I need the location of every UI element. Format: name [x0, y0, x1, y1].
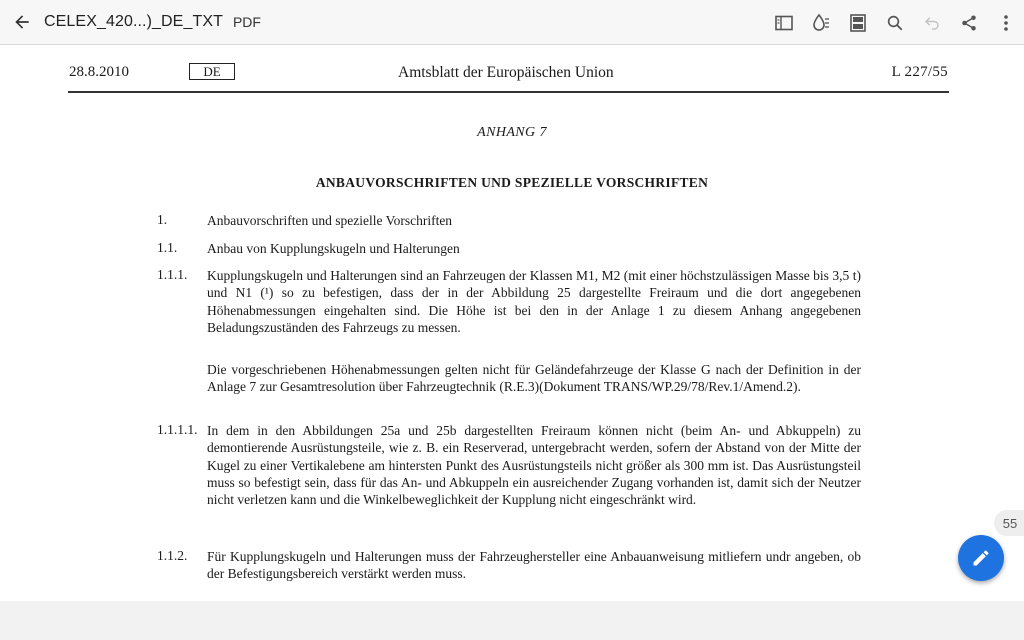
- header-journal-title: Amtsblatt der Europäischen Union: [398, 64, 614, 81]
- section-text: Anbau von Kupplungskugeln und Halterungen: [207, 241, 460, 256]
- page-layout-button[interactable]: [839, 0, 876, 45]
- share-button[interactable]: [950, 0, 987, 45]
- reading-mode-button[interactable]: [765, 0, 802, 45]
- share-icon: [960, 14, 978, 32]
- document-title: CELEX_420...)_DE_TXT: [44, 13, 223, 30]
- toolbar-actions: [765, 0, 1024, 45]
- header-reference: L 227/55: [891, 64, 948, 80]
- section-text: In dem in den Abbildungen 25a und 25b dargestellten Freiraum können nicht (beim An- und Abkuppeln) zu demontierende Ausrüstungsteile, wie z. B. ein Reserverad, untergebracht werden, sofern der Abstand von der Mitte der Kugel zu einer Vertikalebene am hintersten Punkt des Ausrüstungsteils nicht größer als 300 mm ist. Das Ausrüstungsteil muss so befestigt sein, dass für das An- und Abkuppeln ein ausreichender Zugang vorhanden ist, damit sich der Neutzer nicht verletzen kann und die Winkelbeweglichkeit der Kupplung nicht eingeschränkt wird.: [207, 423, 861, 508]
- section-number: 1.1.1.1.: [157, 422, 198, 437]
- section-number: 1.1.2.: [157, 548, 188, 563]
- back-arrow-icon: [12, 12, 32, 32]
- reading-mode-icon: [775, 15, 793, 31]
- ink-drop-icon: [812, 13, 830, 33]
- page-layout-icon: [850, 14, 866, 32]
- section-number: 1.1.1.: [157, 267, 188, 282]
- more-vert-icon: [1003, 14, 1009, 32]
- header-date: 28.8.2010: [69, 64, 129, 80]
- pdf-page[interactable]: [0, 46, 1024, 601]
- page-number-indicator: 55: [994, 510, 1024, 536]
- search-icon: [886, 14, 904, 32]
- more-options-button[interactable]: [987, 0, 1024, 45]
- header-rule: [68, 91, 949, 93]
- annex-title: ANHANG 7: [477, 125, 547, 140]
- file-type-label: PDF: [232, 14, 261, 30]
- section-heading: ANBAUVORSCHRIFTEN UND SPEZIELLE VORSCHRIFTEN: [315, 175, 709, 190]
- edit-fab-button[interactable]: [958, 535, 1004, 581]
- header-language-box: DE: [189, 63, 235, 80]
- ink-button[interactable]: [802, 0, 839, 45]
- section-number: 1.: [157, 212, 168, 227]
- section-text: Kupplungskugeln und Halterungen sind an Fahrzeugen der Klassen M1, M2 (mit einer höchstzulässigen Masse bis 3,5 t) und N1 (¹) so zu befestigen, dass der in der Abbildung 25 dargestellte Freiraum und die dort angegebenen Höhenabmessungen eingehalten sind. Die Höhe ist bei den in der Anlage 1 zu diesem Anhang angegebenen Beladungszuständen des Fahrzeugs zu messen.: [207, 268, 861, 335]
- undo-icon: [922, 14, 942, 32]
- section-number: 1.1.: [157, 240, 178, 255]
- app-bar: [0, 0, 1024, 45]
- viewer-background: [0, 601, 1024, 640]
- back-button[interactable]: [0, 0, 44, 45]
- edit-pencil-icon: [971, 548, 991, 568]
- section-text: Die vorgeschriebenen Höhenabmessungen gelten nicht für Geländefahrzeuge der Klasse G nach der Definition in der Anlage 7 zur Gesamtresolution über Fahrzeugtechnik (R.E.3)(Dokument TRANS/WP.29/78/Rev.1/Amend.2).: [207, 362, 861, 395]
- section-text: Anbauvorschriften und spezielle Vorschriften: [207, 213, 453, 228]
- undo-button[interactable]: [913, 0, 950, 45]
- section-text: Für Kupplungskugeln und Halterungen muss der Fahrzeughersteller eine Anbauanweisung mitliefern undr angeben, ob der Befestigungsbereich verstärkt werden muss.: [207, 549, 861, 582]
- search-button[interactable]: [876, 0, 913, 45]
